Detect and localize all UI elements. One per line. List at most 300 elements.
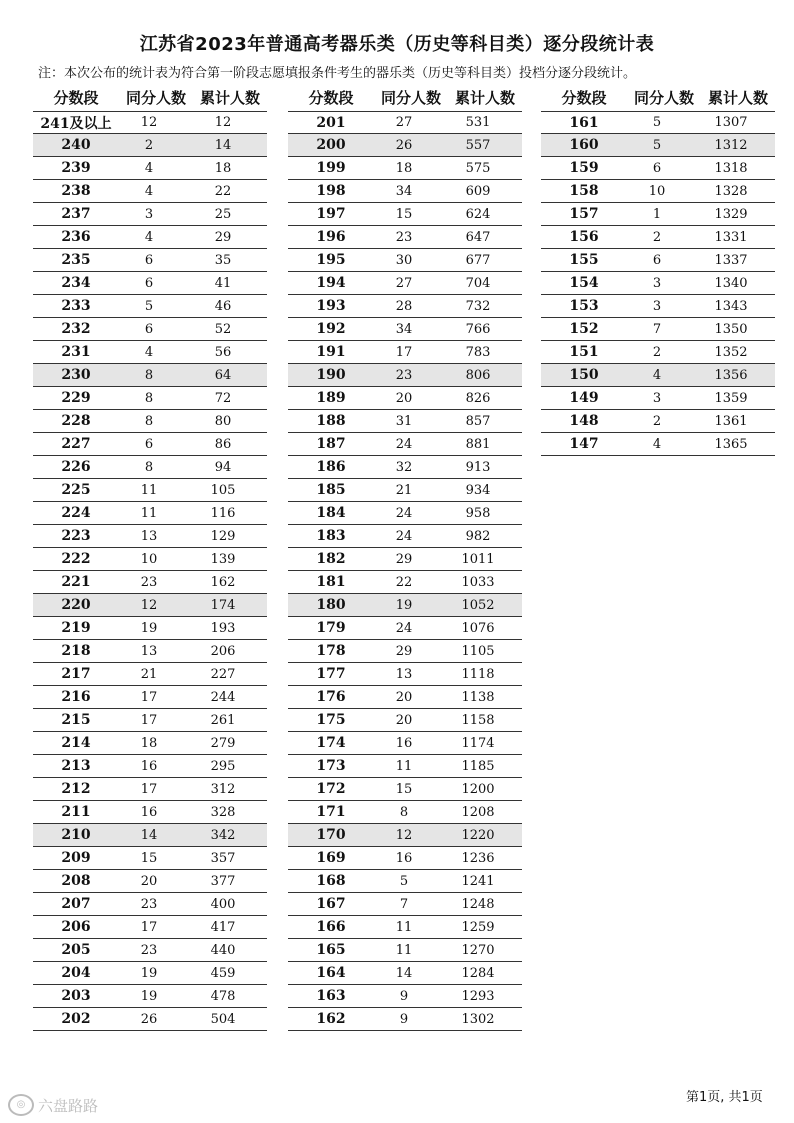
watermark-text: 六盘路路 xyxy=(38,1096,99,1115)
cumulative-count-cell: 1200 xyxy=(461,781,495,797)
cumulative-count-cell: 139 xyxy=(210,551,236,567)
table-row xyxy=(288,916,522,939)
same-count-cell: 17 xyxy=(140,712,158,728)
score-cell: 240 xyxy=(61,137,91,153)
table-row xyxy=(288,870,522,893)
cumulative-count-cell: 12 xyxy=(214,115,232,130)
table-column-2 xyxy=(288,84,522,1031)
score-cell: 185 xyxy=(316,482,346,498)
cumulative-count-cell: 1350 xyxy=(714,321,748,337)
same-count-cell: 5 xyxy=(652,137,662,153)
table-row xyxy=(541,226,775,249)
header-score: 分数段 xyxy=(561,88,607,107)
score-cell: 179 xyxy=(316,620,346,636)
cumulative-count-cell: 913 xyxy=(465,459,491,475)
header-same: 同分人数 xyxy=(633,88,694,107)
score-cell: 236 xyxy=(61,229,91,245)
table-row xyxy=(33,755,267,778)
table-row xyxy=(541,249,775,272)
table-row xyxy=(288,686,522,709)
cumulative-count-cell: 1329 xyxy=(714,206,748,222)
cumulative-count-cell: 400 xyxy=(210,896,236,912)
same-count-cell: 4 xyxy=(144,344,154,360)
same-count-cell: 19 xyxy=(395,597,413,613)
score-cell: 191 xyxy=(316,344,346,360)
score-cell: 209 xyxy=(61,850,91,866)
cumulative-count-cell: 1158 xyxy=(461,712,495,728)
table-row xyxy=(33,571,267,594)
score-cell: 228 xyxy=(61,413,91,429)
cumulative-count-cell: 328 xyxy=(210,804,236,820)
cumulative-count-cell: 1356 xyxy=(714,367,748,383)
same-count-cell: 4 xyxy=(144,160,154,176)
cumulative-count-cell: 41 xyxy=(214,275,232,291)
cumulative-count-cell: 857 xyxy=(465,413,491,429)
score-cell: 201 xyxy=(316,114,346,131)
score-cell: 155 xyxy=(569,252,599,268)
score-cell: 194 xyxy=(316,275,346,291)
same-count-cell: 7 xyxy=(652,321,662,337)
score-cell: 152 xyxy=(569,321,599,337)
same-count-cell: 4 xyxy=(144,183,154,199)
same-count-cell: 13 xyxy=(140,643,158,659)
table-row xyxy=(288,341,522,364)
same-count-cell: 23 xyxy=(140,574,158,590)
same-count-cell: 20 xyxy=(395,712,413,728)
table-header xyxy=(33,84,267,110)
cumulative-count-cell: 677 xyxy=(465,252,491,268)
same-count-cell: 8 xyxy=(144,413,154,429)
same-count-cell: 10 xyxy=(648,183,666,199)
same-count-cell: 24 xyxy=(395,620,413,636)
table-column-3 xyxy=(541,84,775,456)
cumulative-count-cell: 1185 xyxy=(461,758,495,774)
same-count-cell: 6 xyxy=(144,321,154,337)
same-count-cell: 17 xyxy=(395,344,413,360)
cumulative-count-cell: 1365 xyxy=(714,436,748,452)
table-row xyxy=(33,479,267,502)
score-cell: 157 xyxy=(569,206,599,222)
cumulative-count-cell: 357 xyxy=(210,850,236,866)
cumulative-count-cell: 1340 xyxy=(714,275,748,291)
same-count-cell: 20 xyxy=(395,390,413,406)
table-row xyxy=(288,295,522,318)
score-cell: 218 xyxy=(61,643,91,659)
cumulative-count-cell: 1284 xyxy=(461,965,495,981)
score-cell: 217 xyxy=(61,666,91,682)
score-cell: 171 xyxy=(316,804,346,820)
table-row xyxy=(541,387,775,410)
same-count-cell: 14 xyxy=(395,965,413,981)
score-cell: 215 xyxy=(61,712,91,728)
same-count-cell: 6 xyxy=(144,275,154,291)
table-row xyxy=(288,134,522,157)
same-count-cell: 19 xyxy=(140,620,158,636)
table-row xyxy=(33,778,267,801)
same-count-cell: 26 xyxy=(140,1011,158,1027)
score-cell: 213 xyxy=(61,758,91,774)
same-count-cell: 20 xyxy=(395,689,413,705)
cumulative-count-cell: 206 xyxy=(210,643,236,659)
cumulative-count-cell: 1331 xyxy=(714,229,748,245)
score-cell: 212 xyxy=(61,781,91,797)
same-count-cell: 11 xyxy=(140,482,158,498)
same-count-cell: 27 xyxy=(395,275,413,291)
table-row xyxy=(33,456,267,479)
cumulative-count-cell: 56 xyxy=(214,344,232,360)
table-row xyxy=(541,341,775,364)
table-row xyxy=(33,111,267,134)
same-count-cell: 6 xyxy=(144,252,154,268)
same-count-cell: 2 xyxy=(652,229,662,245)
score-cell: 238 xyxy=(61,183,91,199)
table-row xyxy=(288,387,522,410)
same-count-cell: 23 xyxy=(140,942,158,958)
table-row xyxy=(33,617,267,640)
table-row xyxy=(288,157,522,180)
header-score: 分数段 xyxy=(53,88,99,107)
same-count-cell: 30 xyxy=(395,252,413,268)
cumulative-count-cell: 1248 xyxy=(461,896,495,912)
cumulative-count-cell: 647 xyxy=(465,229,491,245)
cumulative-count-cell: 1259 xyxy=(461,919,495,935)
watermark-logo-icon: ◎ xyxy=(8,1094,34,1116)
score-cell: 188 xyxy=(316,413,346,429)
score-cell: 158 xyxy=(569,183,599,199)
table-row xyxy=(288,525,522,548)
page-footer: 第1页, 共1页 xyxy=(686,1090,763,1105)
cumulative-count-cell: 504 xyxy=(210,1011,236,1027)
table-row xyxy=(33,410,267,433)
score-cell: 223 xyxy=(61,528,91,544)
score-cell: 197 xyxy=(316,206,346,222)
same-count-cell: 18 xyxy=(140,735,158,751)
cumulative-count-cell: 1270 xyxy=(461,942,495,958)
cumulative-count-cell: 116 xyxy=(210,505,236,521)
score-cell: 173 xyxy=(316,758,346,774)
score-cell: 207 xyxy=(61,896,91,912)
score-cell: 162 xyxy=(316,1011,346,1027)
same-count-cell: 13 xyxy=(395,666,413,682)
cumulative-count-cell: 1105 xyxy=(461,643,495,659)
score-cell: 214 xyxy=(61,735,91,751)
table-row xyxy=(541,111,775,134)
table-header xyxy=(541,84,775,110)
score-cell: 165 xyxy=(316,942,346,958)
table-header xyxy=(288,84,522,110)
table-row xyxy=(33,318,267,341)
score-cell: 186 xyxy=(316,459,346,475)
score-cell: 176 xyxy=(316,689,346,705)
cumulative-count-cell: 377 xyxy=(210,873,236,889)
cumulative-count-cell: 64 xyxy=(214,367,232,383)
same-count-cell: 12 xyxy=(140,597,158,613)
watermark xyxy=(8,1094,98,1116)
cumulative-count-cell: 342 xyxy=(210,827,236,843)
same-count-cell: 5 xyxy=(399,873,409,889)
cumulative-count-cell: 94 xyxy=(214,459,232,475)
score-cell: 221 xyxy=(61,574,91,590)
table-row xyxy=(541,364,775,387)
cumulative-count-cell: 806 xyxy=(465,367,491,383)
same-count-cell: 3 xyxy=(652,275,662,291)
table-row xyxy=(541,134,775,157)
table-row xyxy=(288,663,522,686)
header-cumulative: 累计人数 xyxy=(454,88,515,107)
cumulative-count-cell: 1318 xyxy=(714,160,748,176)
table-row xyxy=(288,847,522,870)
cumulative-count-cell: 1293 xyxy=(461,988,495,1004)
score-cell: 193 xyxy=(316,298,346,314)
cumulative-count-cell: 52 xyxy=(214,321,232,337)
table-row xyxy=(288,364,522,387)
score-cell: 147 xyxy=(569,436,599,452)
score-cell: 203 xyxy=(61,988,91,1004)
same-count-cell: 2 xyxy=(652,344,662,360)
cumulative-count-cell: 14 xyxy=(214,137,232,153)
table-row xyxy=(288,479,522,502)
score-cell: 151 xyxy=(569,344,599,360)
score-cell: 224 xyxy=(61,505,91,521)
cumulative-count-cell: 162 xyxy=(210,574,236,590)
score-cell: 150 xyxy=(569,367,599,383)
score-cell: 169 xyxy=(316,850,346,866)
cumulative-count-cell: 25 xyxy=(214,206,232,222)
score-cell: 211 xyxy=(61,804,91,820)
cumulative-count-cell: 1220 xyxy=(461,827,495,843)
table-row xyxy=(541,157,775,180)
score-cell: 161 xyxy=(569,114,599,131)
cumulative-count-cell: 1118 xyxy=(461,666,495,682)
same-count-cell: 24 xyxy=(395,528,413,544)
table-row xyxy=(288,111,522,134)
score-cell: 206 xyxy=(61,919,91,935)
cumulative-count-cell: 1241 xyxy=(461,873,495,889)
same-count-cell: 16 xyxy=(395,735,413,751)
score-cell: 222 xyxy=(61,551,91,567)
cumulative-count-cell: 982 xyxy=(465,528,491,544)
score-cell: 164 xyxy=(316,965,346,981)
cumulative-count-cell: 417 xyxy=(210,919,236,935)
same-count-cell: 3 xyxy=(652,298,662,314)
score-cell: 174 xyxy=(316,735,346,751)
table-row xyxy=(288,318,522,341)
table-row xyxy=(33,548,267,571)
table-row xyxy=(33,709,267,732)
header-cumulative: 累计人数 xyxy=(199,88,260,107)
table-row xyxy=(288,709,522,732)
table-row xyxy=(288,640,522,663)
score-cell: 168 xyxy=(316,873,346,889)
score-cell: 154 xyxy=(569,275,599,291)
table-row xyxy=(288,732,522,755)
header-score: 分数段 xyxy=(308,88,354,107)
table-row xyxy=(33,594,267,617)
cumulative-count-cell: 35 xyxy=(214,252,232,268)
same-count-cell: 6 xyxy=(144,436,154,452)
cumulative-count-cell: 624 xyxy=(465,206,491,222)
cumulative-count-cell: 105 xyxy=(210,482,236,498)
header-same: 同分人数 xyxy=(380,88,441,107)
table-row xyxy=(288,893,522,916)
score-cell: 190 xyxy=(316,367,346,383)
score-cell: 237 xyxy=(61,206,91,222)
cumulative-count-cell: 312 xyxy=(210,781,236,797)
same-count-cell: 1 xyxy=(652,206,662,222)
cumulative-count-cell: 80 xyxy=(214,413,232,429)
same-count-cell: 19 xyxy=(140,965,158,981)
table-row xyxy=(288,594,522,617)
score-cell: 199 xyxy=(316,160,346,176)
cumulative-count-cell: 440 xyxy=(210,942,236,958)
score-cell: 182 xyxy=(316,551,346,567)
same-count-cell: 26 xyxy=(395,137,413,153)
score-cell: 178 xyxy=(316,643,346,659)
score-cell: 234 xyxy=(61,275,91,291)
same-count-cell: 28 xyxy=(395,298,413,314)
score-cell: 200 xyxy=(316,137,346,153)
cumulative-count-cell: 1033 xyxy=(461,574,495,590)
table-row xyxy=(33,893,267,916)
same-count-cell: 13 xyxy=(140,528,158,544)
cumulative-count-cell: 1052 xyxy=(461,597,495,613)
score-cell: 167 xyxy=(316,896,346,912)
score-cell: 232 xyxy=(61,321,91,337)
table-row xyxy=(288,571,522,594)
table-row xyxy=(288,985,522,1008)
table-row xyxy=(288,203,522,226)
page-title: 江苏省2023年普通高考器乐类（历史等科目类）逐分段统计表 xyxy=(139,34,655,55)
same-count-cell: 24 xyxy=(395,505,413,521)
score-cell: 183 xyxy=(316,528,346,544)
table-row xyxy=(541,433,775,456)
same-count-cell: 29 xyxy=(395,643,413,659)
same-count-cell: 17 xyxy=(140,689,158,705)
score-cell: 204 xyxy=(61,965,91,981)
score-cell: 241及以上 xyxy=(40,115,112,132)
cumulative-count-cell: 557 xyxy=(465,137,491,153)
same-count-cell: 4 xyxy=(652,436,662,452)
table-row xyxy=(288,548,522,571)
score-cell: 230 xyxy=(61,367,91,383)
same-count-cell: 5 xyxy=(652,115,662,130)
table-row xyxy=(33,640,267,663)
score-cell: 177 xyxy=(316,666,346,682)
same-count-cell: 16 xyxy=(140,758,158,774)
score-cell: 208 xyxy=(61,873,91,889)
same-count-cell: 4 xyxy=(144,229,154,245)
same-count-cell: 16 xyxy=(140,804,158,820)
cumulative-count-cell: 18 xyxy=(214,160,232,176)
table-row xyxy=(33,272,267,295)
same-count-cell: 11 xyxy=(395,919,413,935)
same-count-cell: 24 xyxy=(395,436,413,452)
cumulative-count-cell: 86 xyxy=(214,436,232,452)
table-row xyxy=(288,433,522,456)
table-row xyxy=(288,249,522,272)
table-row xyxy=(541,203,775,226)
same-count-cell: 11 xyxy=(395,758,413,774)
same-count-cell: 23 xyxy=(140,896,158,912)
cumulative-count-cell: 46 xyxy=(214,298,232,314)
score-cell: 175 xyxy=(316,712,346,728)
cumulative-count-cell: 1337 xyxy=(714,252,748,268)
table-row xyxy=(33,226,267,249)
same-count-cell: 9 xyxy=(399,988,409,1004)
cumulative-count-cell: 766 xyxy=(465,321,491,337)
same-count-cell: 22 xyxy=(395,574,413,590)
table-row xyxy=(288,755,522,778)
score-cell: 233 xyxy=(61,298,91,314)
same-count-cell: 2 xyxy=(144,137,154,153)
same-count-cell: 15 xyxy=(395,781,413,797)
score-cell: 166 xyxy=(316,919,346,935)
table-row xyxy=(288,410,522,433)
table-row xyxy=(541,318,775,341)
score-cell: 220 xyxy=(61,597,91,613)
table-row xyxy=(288,824,522,847)
score-cell: 227 xyxy=(61,436,91,452)
score-cell: 229 xyxy=(61,390,91,406)
table-row xyxy=(33,157,267,180)
table-row xyxy=(33,341,267,364)
cumulative-count-cell: 29 xyxy=(214,229,232,245)
cumulative-count-cell: 22 xyxy=(214,183,232,199)
score-cell: 172 xyxy=(316,781,346,797)
score-cell: 195 xyxy=(316,252,346,268)
table-row xyxy=(33,824,267,847)
score-cell: 181 xyxy=(316,574,346,590)
cumulative-count-cell: 279 xyxy=(210,735,236,751)
same-count-cell: 17 xyxy=(140,919,158,935)
same-count-cell: 4 xyxy=(652,367,662,383)
same-count-cell: 19 xyxy=(140,988,158,1004)
table-column-1 xyxy=(33,84,267,1031)
table-row xyxy=(33,525,267,548)
cumulative-count-cell: 704 xyxy=(465,275,491,291)
score-cell: 148 xyxy=(569,413,599,429)
same-count-cell: 11 xyxy=(395,942,413,958)
same-count-cell: 5 xyxy=(144,298,154,314)
cumulative-count-cell: 531 xyxy=(465,115,491,130)
cumulative-count-cell: 783 xyxy=(465,344,491,360)
table-row xyxy=(33,801,267,824)
table-row xyxy=(541,295,775,318)
same-count-cell: 21 xyxy=(395,482,413,498)
table-row xyxy=(288,617,522,640)
cumulative-count-cell: 1312 xyxy=(714,137,748,153)
same-count-cell: 3 xyxy=(652,390,662,406)
score-cell: 160 xyxy=(569,137,599,153)
score-cell: 189 xyxy=(316,390,346,406)
score-cell: 210 xyxy=(61,827,91,843)
same-count-cell: 6 xyxy=(652,160,662,176)
table-row xyxy=(33,939,267,962)
score-cell: 153 xyxy=(569,298,599,314)
table-row xyxy=(33,295,267,318)
same-count-cell: 6 xyxy=(652,252,662,268)
table-row xyxy=(33,1008,267,1031)
table-row xyxy=(288,962,522,985)
score-cell: 156 xyxy=(569,229,599,245)
score-cell: 219 xyxy=(61,620,91,636)
cumulative-count-cell: 72 xyxy=(214,390,232,406)
same-count-cell: 16 xyxy=(395,850,413,866)
same-count-cell: 9 xyxy=(399,1011,409,1027)
same-count-cell: 8 xyxy=(144,390,154,406)
table-row xyxy=(33,870,267,893)
same-count-cell: 12 xyxy=(395,827,413,843)
